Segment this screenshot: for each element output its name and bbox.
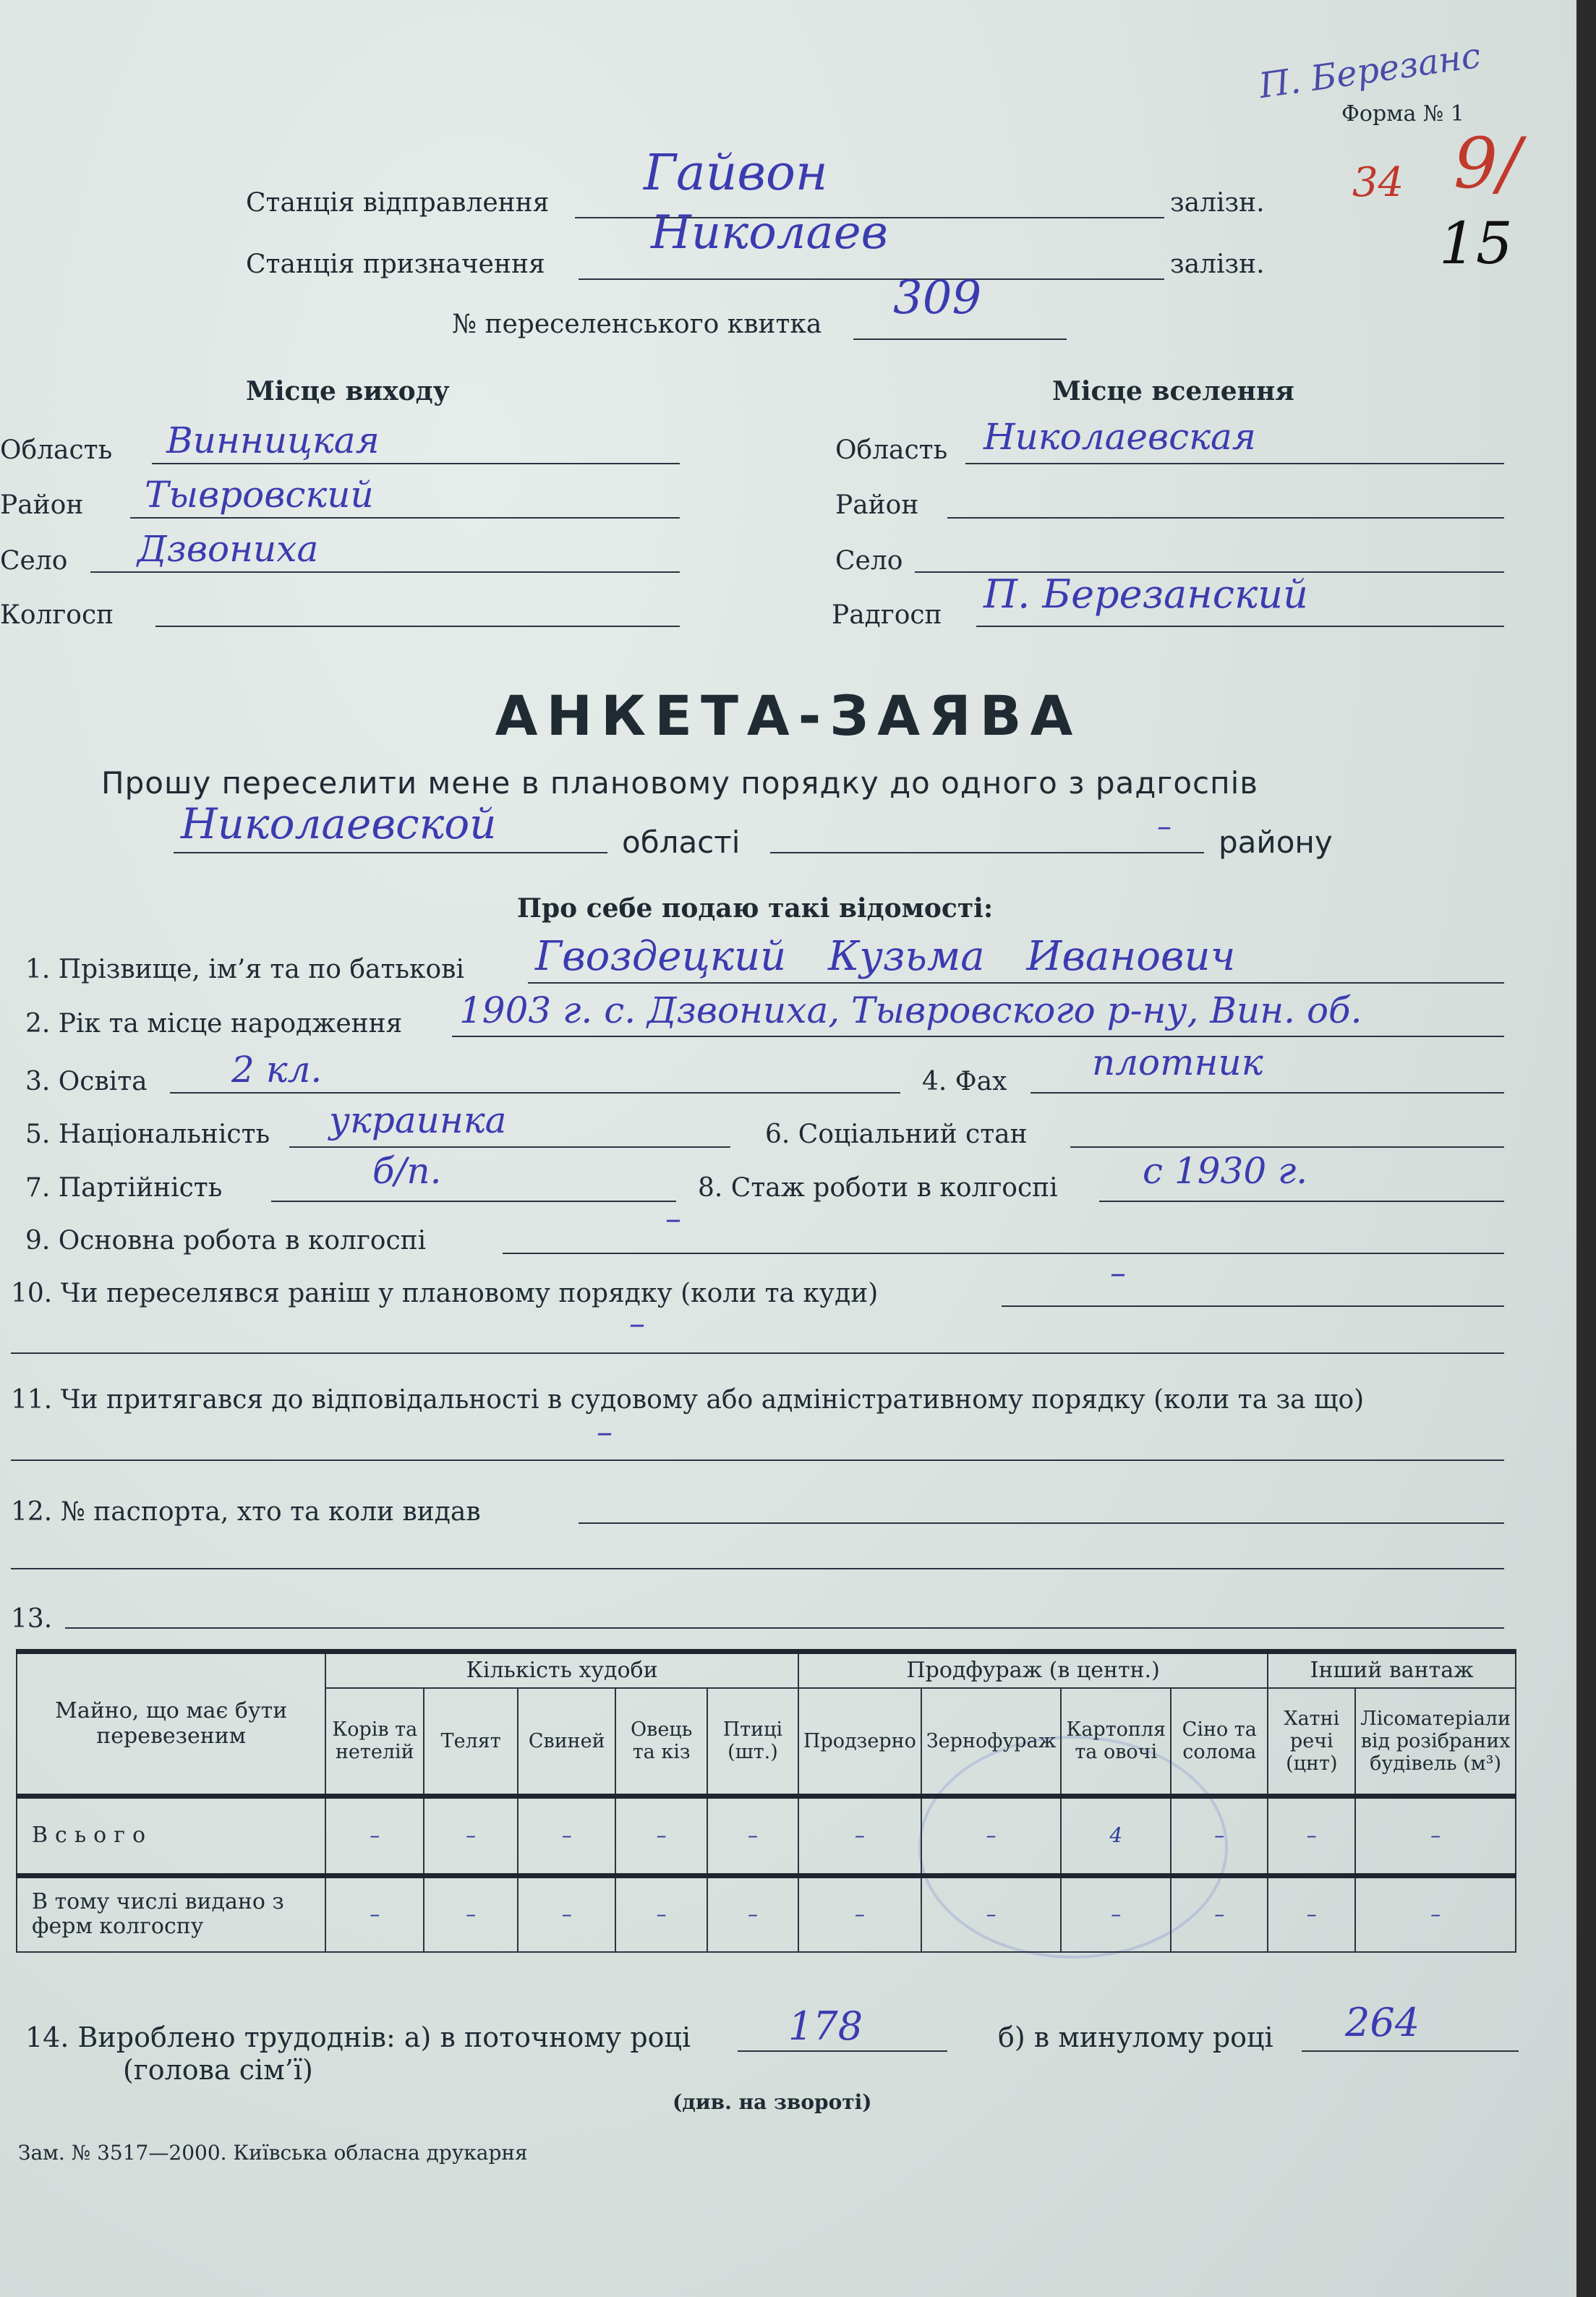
property-row-label: Всього [17, 1797, 325, 1876]
destination-value: Николаев [651, 206, 888, 260]
property-column-header: Телят [424, 1688, 518, 1797]
property-column-header: Сіно та солома [1171, 1688, 1268, 1797]
q8-value: с 1930 г. [1143, 1150, 1308, 1192]
q4-value: плотник [1092, 1041, 1263, 1083]
property-row-header: Майно, що має бути перевезеним [17, 1652, 325, 1797]
form-title: АНКЕТА-ЗАЯВА [495, 683, 1082, 748]
dest-radhosp-value: П. Березанский [983, 571, 1308, 617]
property-cell: – [424, 1876, 518, 1952]
q10-label: 10. Чи переселявся раніш у плановому порядку (коли та куди) [11, 1279, 879, 1308]
livestock-group-header: Кількість худоби [325, 1652, 798, 1688]
dest-radhosp-label: Радгосп [832, 600, 942, 630]
q4-label: 4. Фах [922, 1067, 1007, 1096]
q12-label: 12. № паспорта, хто та коли видав [11, 1497, 481, 1527]
property-cell: – [1268, 1797, 1355, 1876]
workdays-label: 14. Вироблено трудоднів: а) в поточному році [25, 2021, 691, 2053]
q5-value: украинка [329, 1099, 507, 1141]
fodder-group-header: Продфураж (в центн.) [798, 1652, 1268, 1688]
q11-label: 11. Чи притягався до відповідальності в судовому або адміністративному порядку (коли та за що) [11, 1385, 1365, 1415]
property-cell: – [615, 1797, 707, 1876]
property-cell: – [1355, 1876, 1516, 1952]
property-cell: – [707, 1797, 798, 1876]
request-district-value: – [1157, 810, 1172, 843]
property-cell: – [424, 1797, 518, 1876]
q2-value: 1903 г. с. Дзвониха, Тывровского р-ну, Вин. об. [459, 989, 1362, 1031]
ticket-label: № переселенського квитка [452, 310, 822, 339]
q10-value-second-line: – [629, 1305, 645, 1342]
origin-region-label: Область [0, 435, 113, 465]
q7-label: 7. Партійність [25, 1173, 223, 1203]
property-column-header: Картопля та овочі [1061, 1688, 1171, 1797]
property-column-header: Продзерно [798, 1688, 921, 1797]
q1-value: Гвоздецкий Кузьма Иванович [535, 933, 1236, 980]
black-annotation: 15 [1439, 210, 1513, 277]
q9-value: – [665, 1201, 681, 1237]
destination-suffix: залізн. [1170, 250, 1265, 279]
property-cell: – [325, 1876, 424, 1952]
q5-label: 5. Національність [25, 1120, 270, 1149]
property-cell: – [798, 1876, 921, 1952]
request-oblast-value: Николаевской [181, 799, 497, 848]
dest-village-label: Село [835, 546, 903, 576]
dest-region-label: Область [835, 435, 948, 465]
property-cell: – [1171, 1797, 1268, 1876]
property-cell: – [1171, 1876, 1268, 1952]
property-column-header: Зернофураж [921, 1688, 1062, 1797]
departure-suffix: залізн. [1170, 188, 1265, 218]
q3-label: 3. Освіта [25, 1067, 148, 1096]
about-heading: Про себе подаю такі відомості: [517, 893, 994, 924]
dest-region-value: Николаевская [983, 416, 1256, 458]
property-column-header: Птиці (шт.) [707, 1688, 798, 1797]
departure-value: Гайвон [644, 145, 828, 202]
destination-label: Станція призначення [246, 250, 545, 279]
workdays-prev-value: 264 [1345, 2000, 1420, 2045]
property-column-header: Овець та кіз [615, 1688, 707, 1797]
q9-label: 9. Основна робота в колгоспі [25, 1226, 427, 1256]
q13-label: 13. [11, 1604, 53, 1634]
corner-annotation: П. Березанс [1256, 35, 1483, 107]
workdays-prev-label: б) в минулому році [998, 2021, 1273, 2053]
q2-label: 2. Рік та місце народження [25, 1009, 403, 1039]
property-cell: – [1268, 1876, 1355, 1952]
property-cell: – [518, 1797, 615, 1876]
property-table [16, 1649, 1516, 1953]
origin-district-label: Район [0, 490, 84, 520]
property-row-label: В тому числі видано з ферм колгоспу [17, 1876, 325, 1952]
q11-value: – [597, 1414, 613, 1451]
property-cell: 4 [1061, 1797, 1171, 1876]
printer-imprint: Зам. № 3517—2000. Київська обласна друкарня [18, 2141, 528, 2165]
q8-label: 8. Стаж роботи в колгоспі [698, 1173, 1058, 1203]
q7-value: б/п. [372, 1150, 442, 1192]
property-cell: – [325, 1797, 424, 1876]
departure-label: Станція відправлення [246, 188, 550, 218]
settlement-heading: Місце вселення [1052, 376, 1294, 406]
property-cell: – [1061, 1876, 1171, 1952]
origin-kolhosp-label: Колгосп [0, 600, 114, 630]
other-cargo-group-header: Інший вантаж [1268, 1652, 1516, 1688]
request-line: Прошу переселити мене в плановому порядку до одного з радгоспів [101, 765, 1259, 801]
property-cell: – [921, 1876, 1062, 1952]
property-column-header: Свиней [518, 1688, 615, 1797]
property-cell: – [921, 1797, 1062, 1876]
origin-heading: Місце виходу [246, 376, 450, 406]
origin-village-label: Село [0, 546, 68, 576]
property-cell: – [798, 1797, 921, 1876]
form-number-label: Форма № 1 [1341, 101, 1464, 127]
q1-label: 1. Прізвище, ім’я та по батькові [25, 955, 464, 984]
workdays-sublabel: (голова сім’ї) [123, 2054, 313, 2086]
property-cell: – [707, 1876, 798, 1952]
property-column-header: Корів та нетелій [325, 1688, 424, 1797]
red-annotation-large: 9/ [1454, 123, 1522, 204]
q6-label: 6. Соціальний стан [765, 1120, 1028, 1149]
workdays-current-value: 178 [788, 2003, 863, 2049]
red-annotation: 34 [1352, 159, 1404, 206]
ticket-value: 309 [893, 271, 982, 325]
property-cell: – [615, 1876, 707, 1952]
see-reverse-note: (див. на звороті) [673, 2090, 872, 2114]
origin-village-value: Дзвониха [137, 528, 319, 570]
origin-region-value: Винницкая [166, 419, 380, 461]
dest-district-label: Район [835, 490, 919, 520]
oblast-word: області [622, 824, 741, 860]
property-column-header: Хатні речі (цнт) [1268, 1688, 1355, 1797]
property-cell: – [518, 1876, 615, 1952]
origin-district-value: Тывровский [145, 474, 374, 516]
district-word: району [1219, 824, 1333, 860]
property-column-header: Лісоматеріали від розібраних будівель (м³) [1355, 1688, 1516, 1797]
property-cell: – [1355, 1797, 1516, 1876]
q10-value: – [1110, 1255, 1126, 1292]
q3-value: 2 кл. [231, 1049, 323, 1091]
